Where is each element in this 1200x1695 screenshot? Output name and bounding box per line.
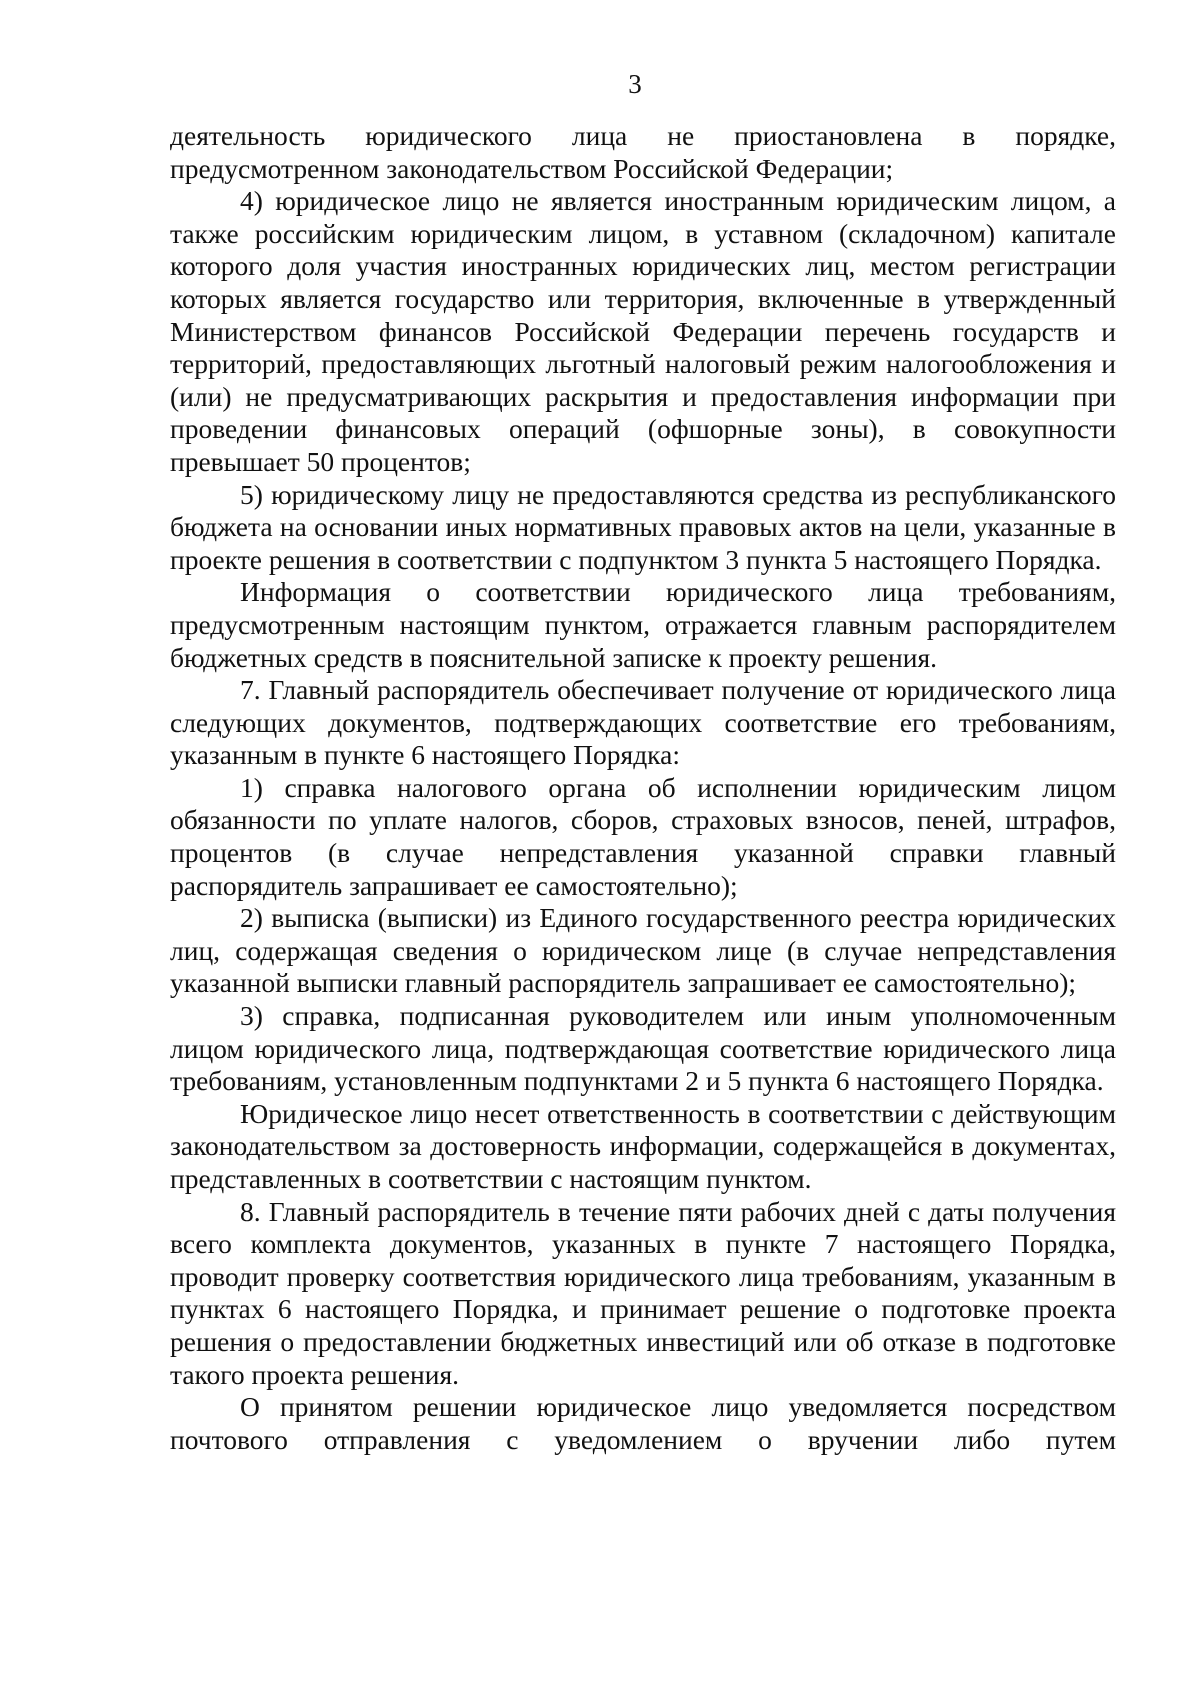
paragraph-item-7-3: 3) справка, подписанная руководителем или иным уполномоченным лицом юридического лица, подтверждающая соответствие юридического лица требованиям, установленным подпунктами 2 и 5 пункта 6 настоящего Порядка.: [170, 1000, 1116, 1097]
paragraph-item-8: 8. Главный распорядитель в течение пяти рабочих дней с даты получения всего комплекта документов, указанных в пункте 7 настоящего Порядка, проводит проверку соответствия юридического лица требованиям, указанным в пунктах 6 настоящего Порядка, и принимает решение о подготовке проекта решения о предоставлении бюджетных инвестиций или об отказе в подготовке такого проекта решения.: [170, 1195, 1116, 1390]
paragraph-subitem-5: 5) юридическому лицу не предоставляются средства из республиканского бюджета на основании иных нормативных правовых актов на цели, указанные в проекте решения в соответствии с подпунктом 3 пункта 5 настоящего Порядка.: [170, 478, 1116, 575]
paragraph-continuation: деятельность юридического лица не приостановлена в порядке, предусмотренном законодательством Российской Федерации;: [170, 120, 1116, 184]
paragraph-subitem-4: 4) юридическое лицо не является иностранным юридическим лицом, а также российским юридическим лицом, в уставном (складочном) капитале которого доля участия иностранных юридических лиц, местом регистрации которых является государство или территория, включенные в утвержденный Министерством финансов Российской Федерации перечень государств и территорий, предоставляющих льготный налоговый режим налогообложения и (или) не предусматривающих раскрытия и предоставления информации при проведении финансовых операций (офшорные зоны), в совокупности превышает 50 процентов;: [170, 185, 1116, 477]
paragraph-item-7-1: 1) справка налогового органа об исполнении юридическим лицом обязанности по уплате налогов, сборов, страховых взносов, пеней, штрафов, процентов (в случае непредставления указанной справки главный распорядитель запрашивает ее самостоятельно);: [170, 771, 1116, 901]
paragraph-notification: О принятом решении юридическое лицо уведомляется посредством почтового отправления с уведомлением о вручении либо путем: [170, 1391, 1116, 1455]
page-number: 3: [628, 69, 642, 99]
paragraph-responsibility: Юридическое лицо несет ответственность в соответствии с действующим законодательством за достоверность информации, содержащейся в документах, представленных в соответствии с настоящим пунктом.: [170, 1097, 1116, 1194]
paragraph-item-7: 7. Главный распорядитель обеспечивает получение от юридического лица следующих документов, подтверждающих соответствие его требованиям, указанным в пункте 6 настоящего Порядка:: [170, 674, 1116, 771]
document-body: [170, 120, 1116, 1456]
paragraph-item-7-2: 2) выписка (выписки) из Единого государственного реестра юридических лиц, содержащая сведения о юридическом лице (в случае непредставления указанной выписки главный распорядитель запрашивает ее самостоятельно);: [170, 902, 1116, 999]
paragraph-compliance-info: Информация о соответствии юридического лица требованиям, предусмотренным настоящим пунктом, отражается главным распорядителем бюджетных средств в пояснительной записке к проекту решения.: [170, 576, 1116, 673]
